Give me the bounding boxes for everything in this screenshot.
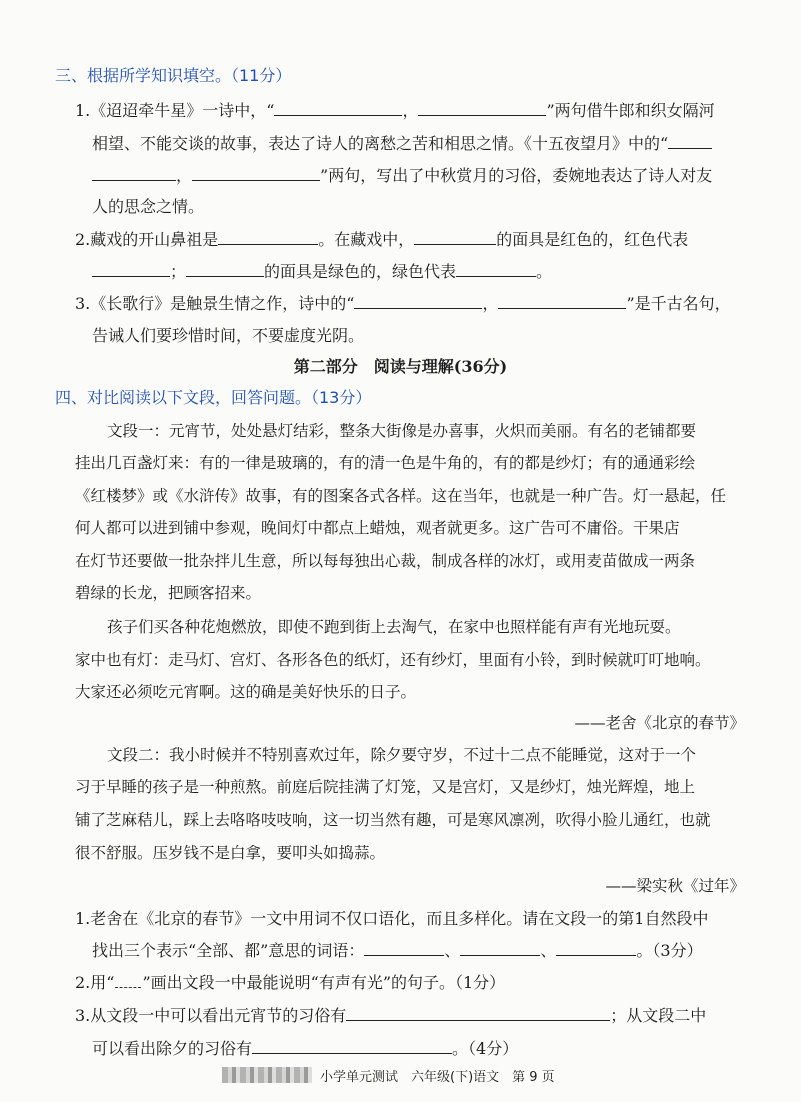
q1-blank-2[interactable]: [418, 101, 546, 116]
passage1-line1: 文段一：元宵节，处处悬灯结彩，整条大街像是办喜事，火炽而美丽。有名的老铺都要: [107, 422, 697, 440]
q3-line1: [75, 294, 731, 314]
q1-line3: [92, 166, 712, 186]
s4-q1-text-c: 、: [540, 941, 557, 960]
q2-text-f: 。: [536, 262, 553, 281]
s4-q3-text-c: 可以看出除夕的习俗有: [92, 1039, 253, 1058]
q2-blank-2[interactable]: [414, 230, 496, 245]
s4-q1-blank-2[interactable]: [460, 941, 540, 956]
s4-q1-blank-3[interactable]: [556, 941, 636, 956]
passage1-line5: 在灯节还要做一批杂拌儿生意，所以每每独出心裁，制成各样的冰灯，或用麦苗做成一两条: [75, 552, 696, 570]
q2-blank-5[interactable]: [456, 262, 536, 277]
q1-blank-1[interactable]: [274, 101, 402, 116]
q1-line1: [75, 101, 715, 121]
passage2-line4: 很不舒服。压岁钱不是白拿，要叩头如捣蒜。: [75, 844, 386, 862]
passage1-line6: 碧绿的长龙，把顾客招来。: [75, 584, 262, 602]
passage2-line3: 铺了芝麻秸儿，踩上去咯咯吱吱响，这一切当然有趣，可是寒风凛冽，吹得小脸儿通红，也就: [75, 811, 711, 829]
passage1-line3: 《红楼梦》或《水浒传》故事，有的图案各式各样。这在当年，也就是一种广告。灯一悬起，任: [75, 487, 727, 505]
q2-text-d: ；: [170, 262, 187, 281]
s4-q2-line: [75, 973, 505, 993]
q2-text-e: 的面具是绿色的，绿色代表: [264, 262, 457, 281]
q1-blank-4[interactable]: [192, 166, 320, 181]
s4-q1-text-d: 。（3分）: [636, 941, 703, 960]
q1-blank-3a[interactable]: [668, 134, 712, 149]
q2-line1: [75, 230, 688, 250]
q1-text-b: ，: [402, 101, 419, 120]
passage1b-line2: 家中也有灯：走马灯、宫灯、各形各色的纸灯，还有纱灯，里面有小铃，到时候就叮叮地响。: [75, 651, 711, 669]
source1: ——老舍《北京的春节》: [574, 714, 745, 732]
q1-line2: [92, 134, 712, 154]
q1-blank-3b[interactable]: [92, 166, 176, 181]
q2-text-b: 。在藏戏中，: [318, 230, 415, 249]
page-footer: 小学单元测试 六年级(下)语文 第 9 页: [320, 1070, 555, 1085]
q1-text-e: ，: [176, 166, 193, 185]
q2-blank-3[interactable]: [92, 262, 170, 277]
s4-q3-text-a: 3.从文段一中可以看出元宵节的习俗有: [75, 1006, 347, 1025]
q3-blank-2[interactable]: [498, 294, 626, 309]
s4-q3-blank-1[interactable]: [346, 1006, 610, 1021]
q3-blank-1[interactable]: [354, 294, 482, 309]
q2-blank-4[interactable]: [186, 262, 264, 277]
part2-title: 第二部分 阅读与理解(36分): [293, 357, 508, 376]
passage1-line2: 挂出几百盏灯来：有的一律是玻璃的，有的清一色是牛角的，有的都是纱灯；有的通通彩绘: [75, 454, 696, 472]
q3-text-b: ，: [482, 294, 499, 313]
s4-q2-text-a: 2.用“: [75, 973, 115, 992]
s4-q3-line2: [92, 1039, 518, 1059]
q3-line2: 告诫人们要珍惜时间，不要虚度光阴。: [92, 326, 365, 345]
q3-text-a: 3.《长歌行》是触景生情之作，诗中的“: [75, 294, 355, 313]
q1-text-d: 相望、不能交谈的故事，表达了诗人的离愁之苦和相思之情。《十五夜望月》中的“: [92, 134, 669, 153]
s4-q3-text-b: ；从文段二中: [610, 1006, 707, 1025]
q1-text-a: 1.《迢迢牵牛星》一诗中，“: [75, 101, 275, 120]
s4-q2-text-b: ”画出文段一中最能说明“有声有光”的句子。（1分）: [142, 973, 506, 992]
s4-q1-text-a: 找出三个表示“全部、都”意思的词语：: [92, 941, 365, 960]
s4-q3-text-d: 。（4分）: [452, 1039, 519, 1058]
passage1b-line1: 孩子们买各种花炮燃放，即使不跑到街上去淘气，在家中也照样能有声有光地玩耍。: [107, 618, 681, 636]
q1-text-c: ”两句借牛郎和织女隔河: [546, 101, 715, 120]
s4-q3-blank-2[interactable]: [252, 1039, 452, 1054]
s4-q1-text-b: 、: [444, 941, 461, 960]
q3-text-c: ”是千古名句，: [626, 294, 731, 313]
wavy-underline-icon: [115, 979, 141, 988]
passage1b-line3: 大家还必须吃元宵啊。这的确是美好快乐的日子。: [75, 683, 417, 701]
source2: ——梁实秋《过年》: [605, 877, 745, 895]
q1-line4: 人的思念之情。: [92, 197, 205, 216]
s4-q1-blank-1[interactable]: [364, 941, 444, 956]
q1-text-f: ”两句，写出了中秋赏月的习俗，委婉地表达了诗人对友: [320, 166, 713, 185]
s4-q1-line2: [92, 941, 703, 961]
q2-blank-1[interactable]: [218, 230, 318, 245]
passage2-line1: 文段二：我小时候并不特别喜欢过年，除夕要守岁，不过十二点不能睡觉，这对于一个: [107, 746, 697, 764]
q2-line2: [92, 262, 552, 282]
q2-text-a: 2.藏戏的开山鼻祖是: [75, 230, 219, 249]
s4-q1-line1: 1.老舍在《北京的春节》一文中用词不仅口语化，而且多样化。请在文段一的第1自然段中: [75, 909, 709, 928]
passage1-line4: 何人都可以进到铺中参观，晚间灯中都点上蜡烛，观者就更多。这广告可不庸俗。干果店: [75, 519, 680, 537]
section3-heading: 三、根据所学知识填空。（11分）: [55, 66, 292, 85]
q2-text-c: 的面具是红色的，红色代表: [496, 230, 689, 249]
blurred-watermark: [222, 1067, 312, 1083]
s4-q3-line1: [75, 1006, 706, 1026]
passage2-line2: 习于早睡的孩子是一种煎熬。前庭后院挂满了灯笼，又是宫灯，又是纱灯，烛光辉煌，地上: [75, 778, 696, 796]
section4-heading: 四、对比阅读以下文段，回答问题。（13分）: [55, 388, 372, 407]
